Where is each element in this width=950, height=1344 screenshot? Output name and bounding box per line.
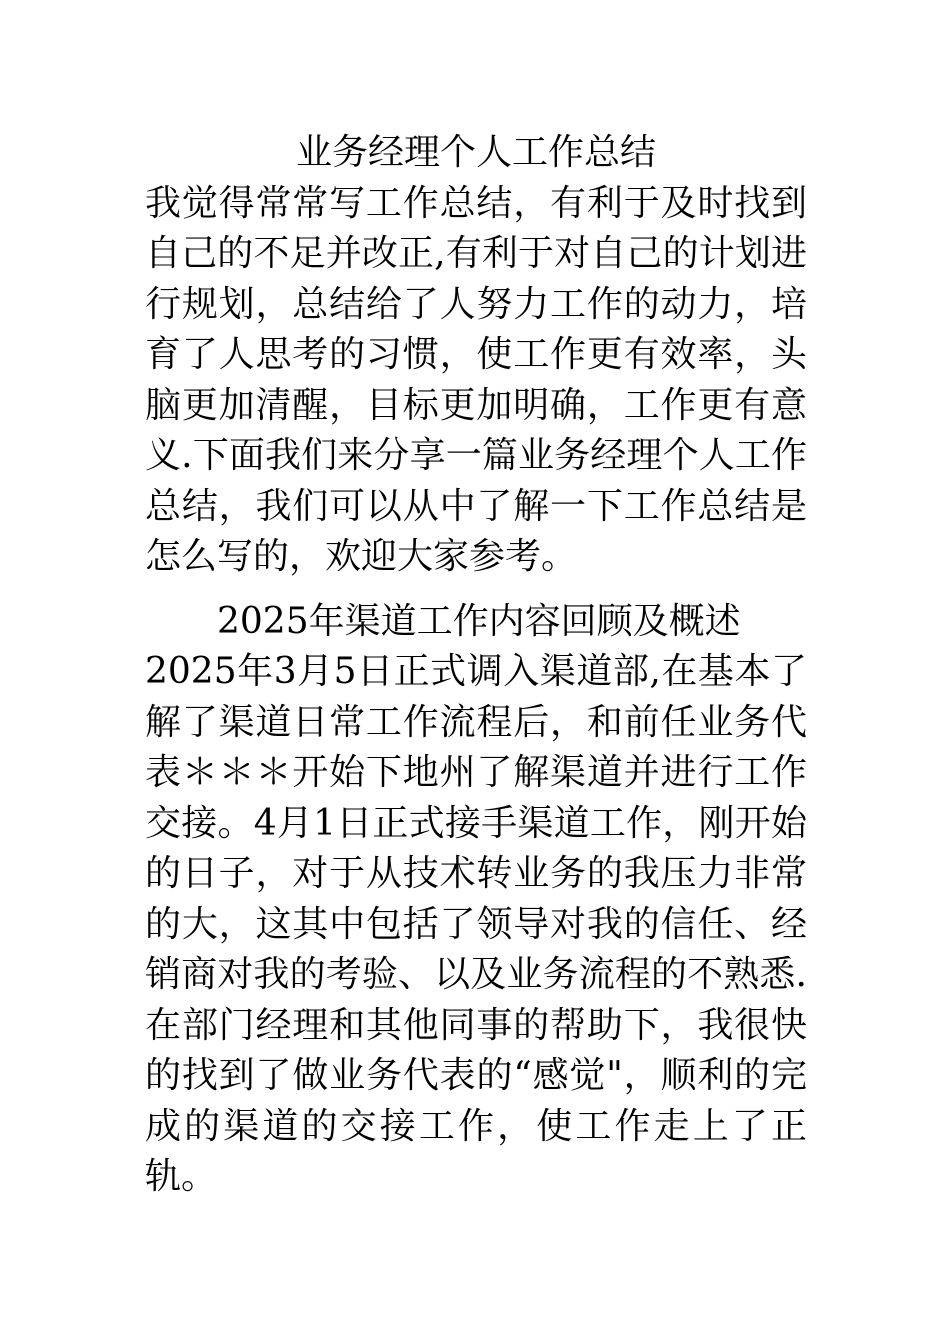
document-body <box>145 128 807 1203</box>
intro-paragraph: 我觉得常常写工作总结，有利于及时找到自己的不足并改正,有利于对自己的计划进行规划，总结给了人努力工作的动力，培育了人思考的习惯，使工作更有效率，头脑更加清醒，目标更加明确，工作更有意义.下面我们来分享一篇业务经理个人工作总结，我们可以从中了解一下工作总结是怎么写的，欢迎大家参考。 <box>145 182 807 577</box>
body-paragraph: 2025年3月5日正式调入渠道部,在基本了解了渠道日常工作流程后，和前任业务代表＊＊＊开始下地州了解渠道并进行工作交接。4月1日正式接手渠道工作，刚开始的日子，对于从技术转业务的我压力非常的大，这其中包括了领导对我的信任、经销商对我的考验、以及业务流程的不熟悉.在部门经理和其他同事的帮助下，我很快的找到了做业务代表的“感觉"，顺利的完成的渠道的交接工作，使工作走上了正轨。 <box>145 651 807 1197</box>
document-title: 业务经理个人工作总结 <box>295 132 656 173</box>
section-heading: 2025年渠道工作内容回顾及概述 <box>217 600 741 642</box>
